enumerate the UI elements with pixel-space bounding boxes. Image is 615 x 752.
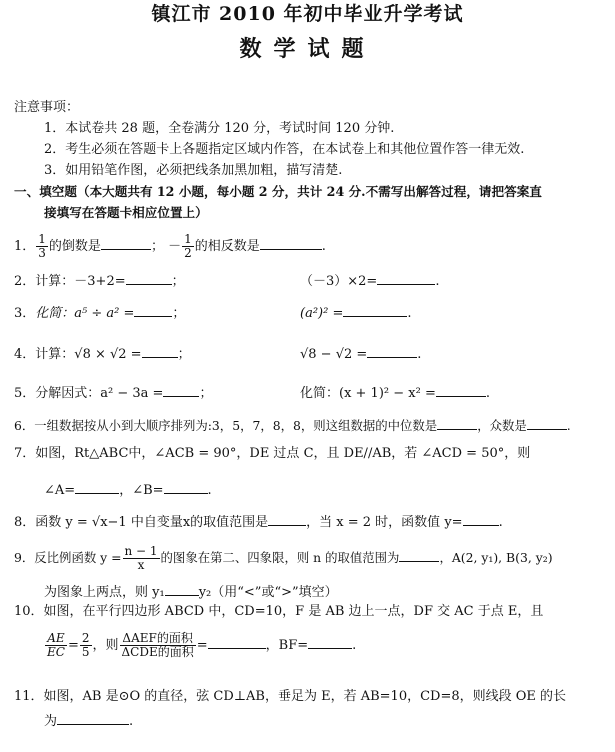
- question-3-part-b: [300, 303, 411, 322]
- exam-title: 镇江市 2010 年初中毕业升学考试: [151, 3, 464, 25]
- question-9-line1: [14, 543, 553, 573]
- exam-subtitle: 数学试题: [239, 37, 376, 62]
- q4-answer-blank-a[interactable]: [142, 344, 178, 358]
- question-7-line2: [44, 480, 212, 499]
- q8-text-a: 8．函数 y = √x−1 中自变量x的取值范围是: [14, 515, 269, 530]
- q10-fraction-ae-ec: [45, 632, 67, 659]
- q8-text-b: ，当 x = 2 时，函数值 y=: [306, 515, 463, 530]
- q1-number: 1．: [14, 239, 36, 254]
- q4-part-a: 计算：√8 × √2 =: [35, 347, 142, 362]
- question-1: [14, 232, 326, 262]
- q1-text-3: 的相反数是: [194, 239, 260, 254]
- q8-answer-blank-range[interactable]: [268, 512, 306, 526]
- q9-fraction: [123, 545, 160, 572]
- q2-number: 2．: [14, 274, 36, 289]
- q3-part-a: 化简：a⁵ ÷ a² =: [35, 306, 135, 321]
- q4-part-b: √8 − √2 =: [300, 347, 368, 362]
- q3-part-a-end: ；: [172, 306, 186, 321]
- note-item-2: 2．考生必须在答题卡上各题指定区域内作答，在本试卷上和其他位置作答一律无效.: [44, 142, 525, 157]
- q3-number: 3．: [14, 306, 36, 321]
- q9-line2-text-a: 为图象上两点，则 y₁: [44, 585, 165, 600]
- question-4-part-b: [300, 344, 421, 363]
- q9-answer-blank-compare[interactable]: [165, 582, 199, 596]
- question-5-part-b: [300, 383, 490, 402]
- q1-fraction-1: [36, 233, 48, 260]
- q5-part-a: 分解因式：a² − 3a =: [35, 386, 164, 401]
- section-heading-line2: 接填写在答题卡相应位置上）: [44, 205, 208, 220]
- q9-answer-blank-range[interactable]: [399, 548, 439, 562]
- q2-part-a: 计算：－3+2=: [35, 274, 126, 289]
- section-heading-line1: 一、填空题（本大题共有 12 小题，每小题 2 分，共计 24 分.不需写出解答过程，请把答案直: [14, 184, 542, 199]
- q1-text-1: 的倒数是: [48, 239, 101, 254]
- q4-number: 4．: [14, 347, 36, 362]
- q3-answer-blank-a[interactable]: [134, 303, 172, 317]
- q2-part-a-end: ；: [171, 274, 185, 289]
- q10-fraction-2-num: 2: [81, 631, 90, 645]
- q4-part-a-end: ；: [177, 347, 191, 362]
- q6-answer-blank-mode[interactable]: [527, 416, 567, 430]
- q5-answer-blank-a[interactable]: [163, 383, 199, 397]
- q10-equals: =: [67, 638, 79, 653]
- q4-part-b-end: .: [417, 347, 422, 362]
- question-5: [14, 383, 212, 402]
- question-4: [14, 344, 191, 363]
- question-2: [14, 271, 185, 290]
- q1-fraction-1-num: 1: [38, 232, 46, 246]
- q10-fraction-2-den: 5: [81, 645, 90, 659]
- question-3: [14, 303, 185, 322]
- q1-negative-sign: －: [168, 239, 182, 254]
- q6-mid: ，众数是: [477, 418, 527, 433]
- q10-answer-blank-bf[interactable]: [308, 635, 352, 649]
- q5-part-b: 化简：(x + 1)² − x² =: [300, 386, 436, 401]
- q11-answer-blank[interactable]: [57, 711, 129, 725]
- q7-end: .: [207, 483, 212, 498]
- q4-answer-blank-b[interactable]: [367, 344, 417, 358]
- q10-equals-2: =: [196, 638, 208, 653]
- q5-number: 5．: [14, 386, 36, 401]
- q10-fraction-3-den: ΔCDE的面积: [121, 645, 194, 659]
- q1-answer-blank-1[interactable]: [101, 236, 151, 250]
- q1-text-4: .: [321, 239, 326, 254]
- q1-fraction-2-num: 1: [184, 232, 192, 246]
- q5-part-b-end: .: [485, 386, 490, 401]
- q1-fraction-2: [182, 233, 194, 260]
- note-item-1: 1．本试卷共 28 题，全卷满分 120 分，考试时间 120 分钟.: [44, 121, 395, 136]
- q7-angle-b-label: ，∠B=: [119, 483, 164, 498]
- q9-fraction-den: x: [137, 558, 145, 572]
- q10-fraction-ratio: [80, 632, 92, 659]
- q6-text: 6．一组数据按从小到大顺序排列为:3，5，7，8，8，则这组数据的中位数是: [14, 418, 438, 433]
- q1-fraction-1-den: 3: [38, 246, 46, 260]
- q2-part-b-end: .: [435, 274, 440, 289]
- q2-answer-blank-a[interactable]: [126, 271, 172, 285]
- q10-answer-blank-ratio[interactable]: [208, 635, 266, 649]
- q10-then: ，则: [92, 638, 119, 653]
- question-7-line1: 7．如图，Rt△ABC中，∠ACB = 90°，DE 过点 C，且 DE//AB，若 ∠ACD = 50°，则: [14, 446, 531, 461]
- q11-line2-prefix: 为: [44, 714, 58, 729]
- q9-text-b: 的图象在第二、四象限，则 n 的取值范围为: [160, 550, 400, 565]
- q10-fraction-1-den: EC: [47, 645, 65, 659]
- q5-answer-blank-b[interactable]: [436, 383, 486, 397]
- q9-line2-text-b: y₂（用“<”或“>”填空）: [198, 585, 338, 600]
- question-10-line2: [44, 630, 356, 662]
- q7-answer-blank-b[interactable]: [164, 480, 208, 494]
- q2-answer-blank-b[interactable]: [377, 271, 435, 285]
- q3-answer-blank-b[interactable]: [343, 303, 407, 317]
- q5-part-a-end: ；: [199, 386, 213, 401]
- q3-part-b: (a²)² =: [300, 306, 344, 321]
- question-6: [14, 416, 571, 434]
- q1-text-2: ；: [150, 239, 164, 254]
- q9-text-a: 9．反比例函数 y =: [14, 550, 122, 565]
- q6-answer-blank-median[interactable]: [437, 416, 477, 430]
- q10-end: .: [352, 638, 357, 653]
- question-11-line2: [44, 711, 133, 730]
- q10-fraction-3-num: ΔAEF的面积: [120, 632, 196, 646]
- q3-part-b-end: .: [407, 306, 412, 321]
- question-10-line1: 10．如图，在平行四边形 ABCD 中，CD=10，F 是 AB 边上一点，DF 交 AC 于点 E，且: [14, 604, 544, 619]
- notes-heading: 注意事项：: [14, 100, 80, 115]
- q7-angle-a-label: ∠A=: [44, 483, 76, 498]
- q10-fraction-area: [120, 632, 196, 659]
- q6-end: .: [566, 418, 571, 433]
- q1-fraction-2-den: 2: [184, 246, 192, 260]
- question-8: [14, 512, 503, 531]
- q10-fraction-1-num: AE: [45, 632, 67, 646]
- q9-fraction-num: n − 1: [124, 544, 158, 558]
- q1-answer-blank-2[interactable]: [260, 236, 322, 250]
- q9-text-c: ，A(2, y₁), B(3, y₂): [439, 550, 553, 565]
- question-2-part-b: [300, 271, 439, 290]
- q8-answer-blank-value[interactable]: [463, 512, 499, 526]
- note-item-3: 3．如用铅笔作图，必须把线条加黑加粗，描写清楚.: [44, 163, 343, 178]
- q11-end: .: [129, 714, 134, 729]
- q7-answer-blank-a[interactable]: [75, 480, 119, 494]
- question-9-line2: [44, 582, 338, 601]
- q8-end: .: [498, 515, 503, 530]
- q10-bf-label: ，BF=: [265, 638, 309, 653]
- question-11-line1: 11．如图，AB 是⊙O 的直径，弦 CD⊥AB，垂足为 E，若 AB=10，CD=8，则线段 OE 的长: [14, 689, 567, 704]
- q2-part-b: （－3）×2=: [300, 274, 378, 289]
